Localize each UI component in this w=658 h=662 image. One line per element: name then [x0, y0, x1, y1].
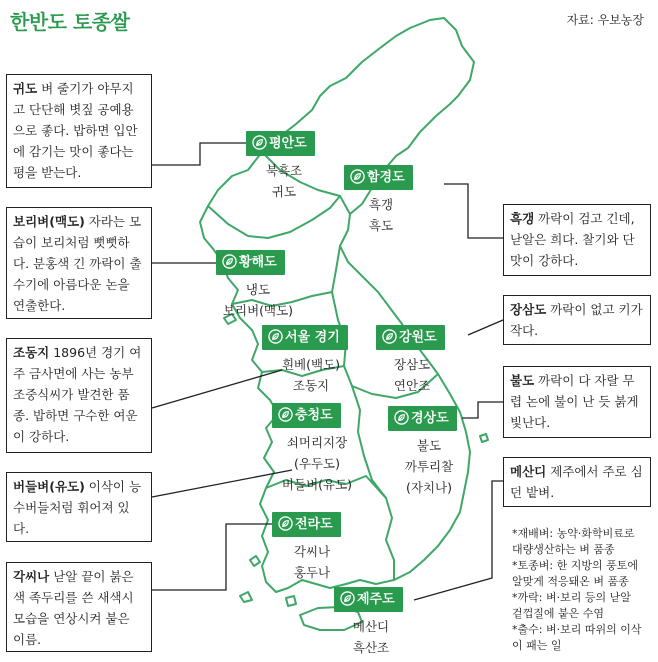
variety-list-hamgyeong	[341, 194, 421, 236]
footnote-line: *토종벼: 한 지방의 풍토에	[512, 559, 638, 572]
desc-text: 벼 줄기가 야무지고 단단해 볏짚 공예용으로 좋다. 밥하면 입안에 감기는 맛이 좋다는 평을 받는다.	[13, 81, 138, 180]
variety-list-jeju	[331, 616, 411, 658]
region-badge-pyongan	[246, 131, 315, 156]
region-badge-hwanghae	[216, 250, 285, 275]
connector-buldo	[462, 402, 503, 418]
variety-name: 보리벼(맥도)	[222, 303, 294, 318]
desc-box-buldo	[503, 366, 651, 438]
region-name: 전라도	[295, 517, 333, 532]
desc-term: 보리벼(맥도)	[13, 214, 85, 229]
region-badge-seoul-gyeonggi	[262, 325, 348, 350]
region-badge-gyeongsang	[388, 406, 457, 431]
footnote-line: 이 패는 일	[512, 639, 562, 652]
leaf-icon	[382, 329, 397, 344]
variety-name: (자치나)	[406, 480, 452, 495]
leaf-icon	[252, 135, 267, 150]
desc-text: 까락이 다 자랄 무렵 논에 불이 난 듯 붉게 빛난다.	[510, 373, 639, 430]
variety-name: 장삼도	[393, 357, 431, 372]
desc-term: 조동지	[13, 345, 50, 360]
region-badge-jeolla	[272, 512, 341, 537]
variety-name: (우두도)	[294, 456, 340, 471]
region-name: 제주도	[357, 592, 395, 607]
variety-list-gangwon	[372, 354, 452, 396]
desc-box-gwido	[6, 74, 152, 188]
island-3	[250, 556, 260, 566]
region-badge-jeju	[334, 587, 403, 612]
footnote-line: 알맞게 적응돼온 벼 품종	[512, 575, 629, 588]
variety-name: 조동지	[292, 378, 330, 393]
variety-list-chungcheong	[262, 432, 372, 495]
desc-text: 까락이 없고 키가 작다.	[510, 302, 643, 338]
desc-box-gaksi	[6, 562, 152, 652]
footnote-line: *출수: 벼·보리 따위의 이삭	[512, 623, 642, 636]
variety-name: 냉도	[245, 282, 271, 297]
variety-name: 귀도	[271, 184, 297, 199]
desc-term: 귀도	[13, 81, 38, 96]
connector-mesandi	[414, 481, 503, 600]
desc-term: 각씨나	[13, 569, 50, 584]
desc-text: 낟알 끝이 붉은색 족두리를 쓴 새색시 모습을 연상시켜 붙은 이름.	[13, 569, 134, 647]
region-name: 강원도	[399, 330, 437, 345]
desc-text: 자라는 모습이 보리처럼 뻣뻣하다. 분홍색 긴 까락이 출수기에 아름다운 논을 연출한다.	[13, 214, 142, 313]
region-name: 황해도	[239, 255, 277, 270]
desc-term: 흑갱	[510, 211, 535, 226]
leaf-icon	[350, 169, 365, 184]
footnote-line: 겉껍질에 붙은 수염	[512, 607, 605, 620]
variety-name: 쇠머리지장	[286, 435, 348, 450]
connector-gwido	[152, 143, 246, 165]
desc-term: 메산디	[510, 464, 547, 479]
variety-name: 흑산조	[352, 640, 390, 655]
region-name: 서울 경기	[285, 330, 340, 345]
variety-list-seoul-gyeonggi	[266, 354, 356, 396]
source-credit: 자료: 우보농장	[566, 13, 644, 27]
variety-name: 흑갱	[368, 197, 394, 212]
region-name: 함경도	[367, 170, 405, 185]
island-5	[480, 434, 488, 442]
region-badge-hamgyeong	[344, 165, 413, 190]
desc-text: 제주에서 주로 심던 밭벼.	[510, 464, 643, 500]
desc-term: 불도	[510, 373, 535, 388]
variety-list-jeolla	[272, 541, 352, 583]
variety-name: 흰베(백도)	[281, 357, 341, 372]
variety-name: 까투리찰	[404, 459, 454, 474]
variety-name: 메산디	[352, 619, 390, 634]
variety-name: 불도	[416, 438, 442, 453]
region-name: 충청도	[295, 408, 333, 423]
leaf-icon	[340, 591, 355, 606]
variety-name: 흑도	[368, 218, 394, 233]
leaf-icon	[394, 410, 409, 425]
island-2	[240, 592, 252, 602]
region-name: 평안도	[269, 136, 307, 151]
region-name: 경상도	[411, 411, 449, 426]
connector-jodongji	[152, 370, 282, 408]
desc-text: 1896년 경기 여주 금사면에 사는 농부 조중식씨가 발견한 품종. 밥하면 구수한 여운이 강하다.	[13, 345, 142, 444]
leaf-icon	[278, 516, 293, 531]
desc-term: 버들벼(유도)	[13, 479, 85, 494]
border-pyongan-hwanghae	[208, 196, 340, 238]
leaf-icon	[222, 254, 237, 269]
connector-heukgaeng	[444, 184, 503, 238]
desc-box-mesandi	[503, 457, 651, 507]
variety-name: 각씨나	[293, 544, 331, 559]
variety-name: 북흑조	[265, 163, 303, 178]
desc-term: 장삼도	[510, 302, 547, 317]
variety-list-hwanghae	[203, 279, 313, 321]
island-4	[286, 596, 296, 606]
desc-text: 이삭이 능수버들처럼 휘어져 있다.	[13, 479, 142, 536]
region-badge-gangwon	[376, 325, 445, 350]
region-badge-chungcheong	[272, 403, 341, 428]
footnote-line: *재배벼: 농약·화학비료로	[512, 527, 635, 540]
variety-name: 홍두나	[293, 565, 331, 580]
footnote-line: 대량생산하는 벼 품종	[512, 543, 615, 556]
variety-name: 연안조	[393, 378, 431, 393]
desc-box-heukgaeng	[503, 204, 651, 276]
desc-box-beodeul	[6, 472, 152, 542]
footnote-line: *까락: 벼·보리 등의 낟알	[512, 591, 631, 604]
page-title: 한반도 토종쌀	[10, 10, 130, 34]
desc-box-jangsam	[503, 295, 651, 345]
desc-box-jodongji	[6, 338, 152, 453]
variety-list-gyeongsang	[384, 435, 474, 498]
leaf-icon	[278, 407, 293, 422]
connector-jangsam	[468, 320, 503, 335]
variety-list-pyongan	[244, 160, 324, 202]
variety-name: 버들벼(유도)	[281, 477, 353, 492]
leaf-icon	[268, 329, 283, 344]
footnotes	[512, 526, 654, 654]
desc-text: 까락이 검고 긴데, 낟알은 희다. 찰기와 단맛이 강하다.	[510, 211, 635, 268]
desc-box-boribyeo	[6, 207, 152, 319]
